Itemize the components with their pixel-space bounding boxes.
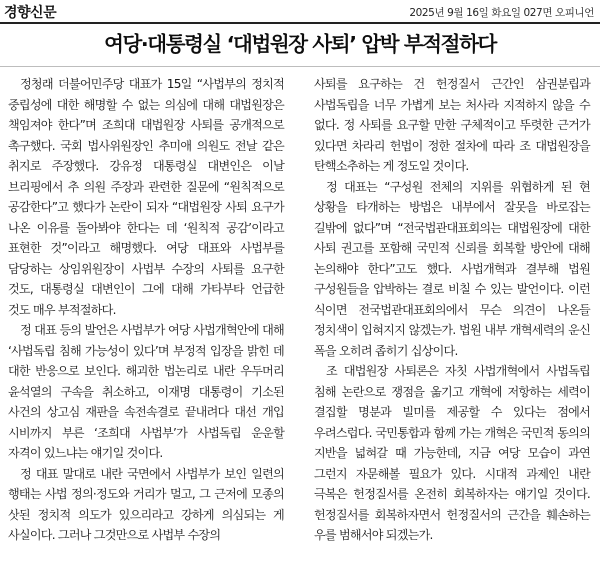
article-paragraph: 정 대표는 “구성원 전체의 지위를 위협하게 된 현 상황을 타개하는 방법은 내부에서 잘못을 바로잡는 길밖에 없다”며 “전국법관대표회의는 대법원장에 대한 사퇴 권고를 포함해 국민적 신뢰를 회복할 방안에 대해 논의해야 한다”고도 했다. 사법개혁과 결부해 법원 구성원들을 압박하는 결로 비칠 수 있는 발언이다. 이런 식이면 전국법관대표회의에서 무슨 의견이 나온들 정치색이 입혀지지 않겠는가. 법원 내부 개혁세력의 운신 폭을 오히려 좁히기 십상이다. — [314, 179, 590, 358]
article-headline: 여당·대통령실 ‘대법원장 사퇴’ 압박 부적절하다 — [104, 32, 496, 56]
headline-divider — [0, 66, 600, 67]
article-column-left — [8, 74, 284, 546]
publication-info: 2025년 9월 16일 화요일 027면 오피니언 — [409, 7, 594, 19]
article-paragraph: 정 대표 말대로 내란 국면에서 사법부가 보인 일련의 행태는 사법 정의·정도와 거리가 멀고, 그 근저에 모종의 삿된 정치적 의도가 있으리라고 강하게 의심되는 게 사실이다. 그러나 그것만으로 사법부 수장의 — [8, 466, 284, 542]
masthead — [0, 0, 600, 24]
article-paragraph: 사퇴를 요구하는 건 헌정질서 근간인 삼권분립과 사법독립을 너무 가볍게 보는 처사라 지적하지 않을 수 없다. 정 사퇴를 요구할 만한 구체적이고 뚜렷한 근거가 있다면 차라리 헌법이 정한 절차에 따라 조 대법원장을 탄핵소추하는 게 정도일 것이다. — [314, 77, 590, 173]
article-paragraph: 정청래 더불어민주당 대표가 15일 “사법부의 정치적 중립성에 대한 해명할 수 없는 의심에 대해 대법원장은 책임져야 한다”며 조희대 대법원장 사퇴를 공개적으로 촉구했다. 국회 법사위원장인 추미애 의원도 전날 같은 취지로 주장했다. 강유정 대통령실 대변인은 이날 브리핑에서 추 의원 주장과 관련한 질문에 “원칙적으로 공감한다”고 했다가 논란이 되자 “대법원장 사퇴 요구가 나온 이유를 돌아봐야 한다는 데 ‘원칙적 공감’이라고 표현한 것”이라고 해명했다. 여당 대표와 사법부를 담당하는 상임위원장이 사법부 수장의 사퇴를 요구한 것도, 대통령실 대변인이 그에 대해 가타부타 언급한 것도 매우 부적절하다. — [8, 77, 284, 317]
article-paragraph: 정 대표 등의 발언은 사법부가 여당 사법개혁안에 대해 ‘사법독립 침해 가능성이 있다’며 부정적 입장을 밝힌 데 대한 반응으로 보인다. 해괴한 법논리로 내란 우두머리 윤석열의 구속을 취소하고, 이재명 대통령이 기소된 사건의 상고심 재판을 속전속결로 끝내려다 대선 개입 시비까지 부른 ‘조희대 사법부’가 사법독립 운운할 자격이 있느냐는 얘기일 것이다. — [8, 323, 284, 460]
article-column-right — [314, 74, 590, 546]
newspaper-name: 경향신문 — [4, 5, 57, 21]
article-paragraph: 조 대법원장 사퇴론은 자칫 사법개혁에서 사법독립 침해 논란으로 쟁점을 옮기고 개혁에 저항하는 세력이 결집할 명분과 빌미를 제공할 수 있다는 점에서 우려스럽다. 국민통합과 함께 가는 개혁은 국민적 동의의 지반을 넓혀갈 때 가능한데, 지금 여당 모습이 과연 그런지 자문해볼 필요가 있다. 시대적 과제인 내란 극복은 헌정질서를 온전히 회복하자는 얘기일 것이다. 헌정질서를 회복하자면서 헌정질서의 근간을 훼손하는 우를 범해서야 되겠는가. — [314, 364, 590, 542]
